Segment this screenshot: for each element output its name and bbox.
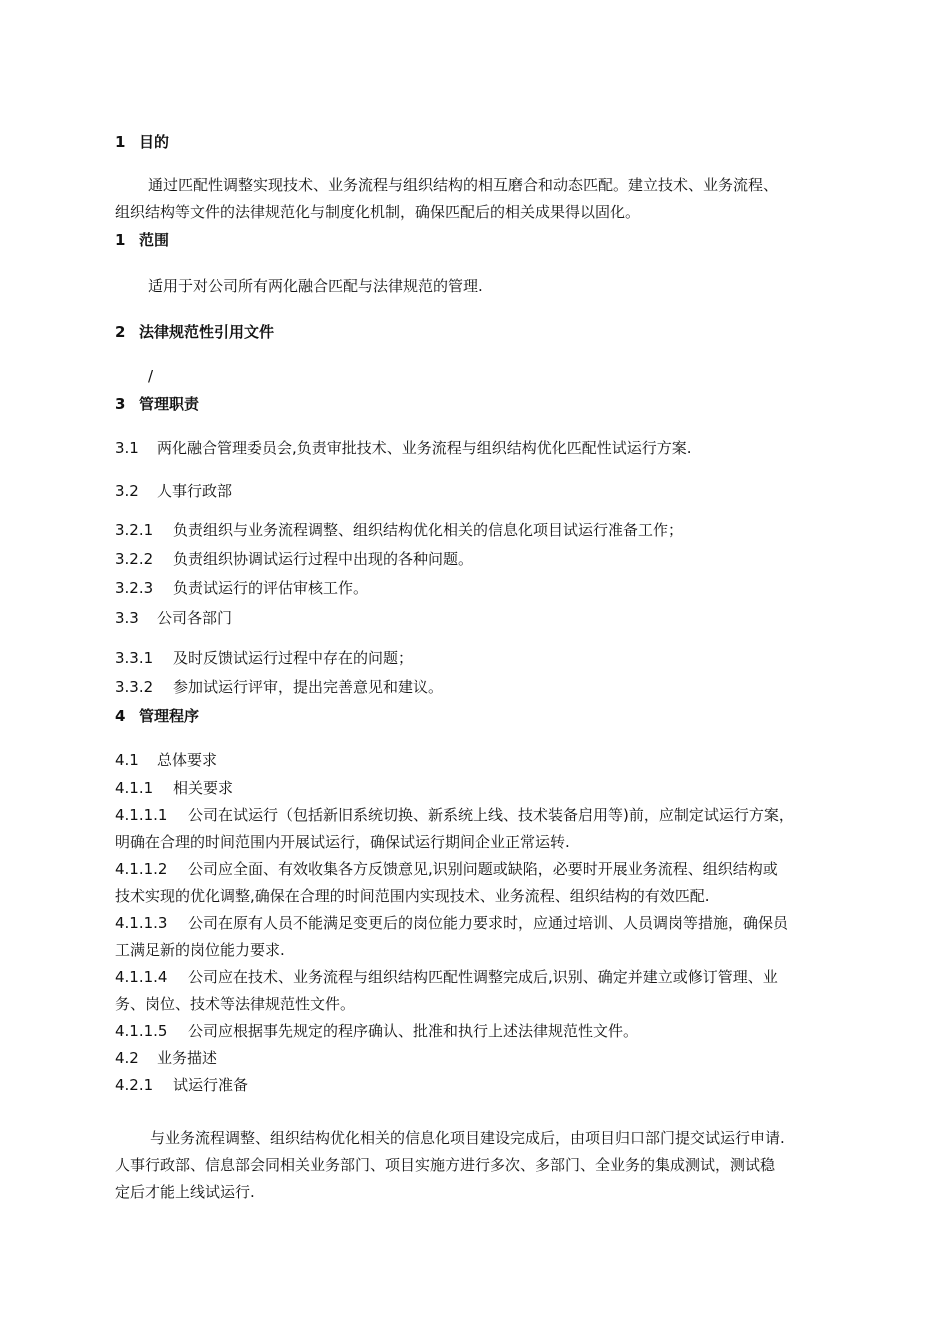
paragraph-trial-prep-line-1: 与业务流程调整、组织结构优化相关的信息化项目建设完成后，由项目归口部门提交试运行申请.: [150, 1129, 785, 1147]
section-1-heading: [115, 132, 169, 152]
item-text: 公司在试运行（包括新旧系统切换、新系统上线、技术装备启用等)前，应制定试运行方案，: [188, 806, 794, 824]
item-number: 3.2: [115, 482, 139, 500]
section-title: 管理职责: [139, 395, 200, 413]
item-text: 参加试运行评审，提出完善意见和建议。: [173, 678, 444, 696]
section-5-heading: [115, 706, 199, 726]
section-3-heading: [115, 322, 274, 342]
section-4-heading: [115, 394, 199, 414]
item-number: 4.1: [115, 751, 139, 769]
item-text: 及时反馈试运行过程中存在的问题；: [173, 649, 414, 667]
item-4-1-1: [115, 778, 233, 798]
item-3-2-1: [115, 520, 683, 540]
item-number: 4.2: [115, 1049, 139, 1067]
item-4-1: [115, 750, 217, 770]
item-4-1-1-4: [115, 967, 778, 987]
item-3-3: [115, 608, 232, 628]
item-number: 4.1.1.2: [115, 860, 168, 878]
paragraph-trial-prep-line-2: 人事行政部、信息部会同相关业务部门、项目实施方进行多次、多部门、全业务的集成测试，测试稳: [115, 1156, 776, 1174]
section-title: 法律规范性引用文件: [139, 323, 275, 341]
item-4-1-1-5: [115, 1021, 638, 1041]
item-number: 4.1.1.5: [115, 1022, 168, 1040]
item-number: 4.1.1.3: [115, 914, 168, 932]
section-number: 4: [115, 707, 126, 725]
item-4-1-1-3: [115, 913, 788, 933]
item-4-1-1-2: [115, 859, 778, 879]
section-title: 范围: [139, 231, 170, 249]
item-text: 公司各部门: [157, 609, 233, 627]
item-3-2: [115, 481, 232, 501]
item-number: 3.2.2: [115, 550, 154, 568]
item-4-1-1-4-continued: 务、岗位、技术等法律规范性文件。: [115, 995, 356, 1013]
item-number: 3.3.2: [115, 678, 154, 696]
item-text: 总体要求: [157, 751, 218, 769]
item-3-2-3: [115, 578, 368, 598]
item-number: 4.1.1.1: [115, 806, 168, 824]
item-text: 公司在原有人员不能满足变更后的岗位能力要求时，应通过培训、人员调岗等措施，确保员: [188, 914, 789, 932]
item-text: 负责试运行的评估审核工作。: [173, 579, 369, 597]
item-number: 3.3.1: [115, 649, 154, 667]
item-3-3-2: [115, 677, 443, 697]
item-3-2-2: [115, 549, 473, 569]
item-number: 4.2.1: [115, 1076, 154, 1094]
paragraph-references: /: [148, 367, 154, 385]
item-number: 4.1.1.4: [115, 968, 168, 986]
item-text: 相关要求: [173, 779, 234, 797]
item-text: 业务描述: [157, 1049, 218, 1067]
item-text: 两化融合管理委员会,负责审批技术、业务流程与组织结构优化匹配性试运行方案.: [157, 439, 692, 457]
item-number: 3.1: [115, 439, 139, 457]
section-number: 3: [115, 395, 126, 413]
section-number: 1: [115, 231, 126, 249]
item-text: 试运行准备: [173, 1076, 249, 1094]
item-number: 4.1.1: [115, 779, 154, 797]
item-text: 公司应全面、有效收集各方反馈意见,识别问题或缺陷，必要时开展业务流程、组织结构或: [188, 860, 778, 878]
item-number: 3.2.3: [115, 579, 154, 597]
item-text: 人事行政部: [157, 482, 233, 500]
item-3-1: [115, 438, 692, 458]
item-text: 公司应在技术、业务流程与组织结构匹配性调整完成后,识别、确定并建立或修订管理、业: [188, 968, 778, 986]
item-4-1-1-1-continued: 明确在合理的时间范围内开展试运行，确保试运行期间企业正常运转.: [115, 833, 570, 851]
item-number: 3.3: [115, 609, 139, 627]
section-2-heading: [115, 230, 169, 250]
section-title: 目的: [139, 133, 170, 151]
paragraph-trial-prep-line-3: 定后才能上线试运行.: [115, 1183, 255, 1201]
paragraph-scope: 适用于对公司所有两化融合匹配与法律规范的管理.: [148, 277, 483, 295]
item-text: 公司应根据事先规定的程序确认、批准和执行上述法律规范性文件。: [188, 1022, 639, 1040]
item-4-1-1-1: [115, 805, 794, 825]
section-number: 2: [115, 323, 126, 341]
item-3-3-1: [115, 648, 413, 668]
item-4-2: [115, 1048, 217, 1068]
section-number: 1: [115, 133, 126, 151]
paragraph-purpose-line-1: 通过匹配性调整实现技术、业务流程与组织结构的相互磨合和动态匹配。建立技术、业务流程、: [148, 176, 779, 194]
item-number: 3.2.1: [115, 521, 154, 539]
item-4-1-1-2-continued: 技术实现的优化调整,确保在合理的时间范围内实现技术、业务流程、组织结构的有效匹配.: [115, 887, 710, 905]
section-title: 管理程序: [139, 707, 200, 725]
paragraph-purpose-line-2: 组织结构等文件的法律规范化与制度化机制，确保匹配后的相关成果得以固化。: [115, 203, 641, 221]
item-text: 负责组织协调试运行过程中出现的各种问题。: [173, 550, 474, 568]
item-4-2-1: [115, 1075, 248, 1095]
item-text: 负责组织与业务流程调整、组织结构优化相关的信息化项目试运行准备工作；: [173, 521, 684, 539]
item-4-1-1-3-continued: 工满足新的岗位能力要求.: [115, 941, 285, 959]
